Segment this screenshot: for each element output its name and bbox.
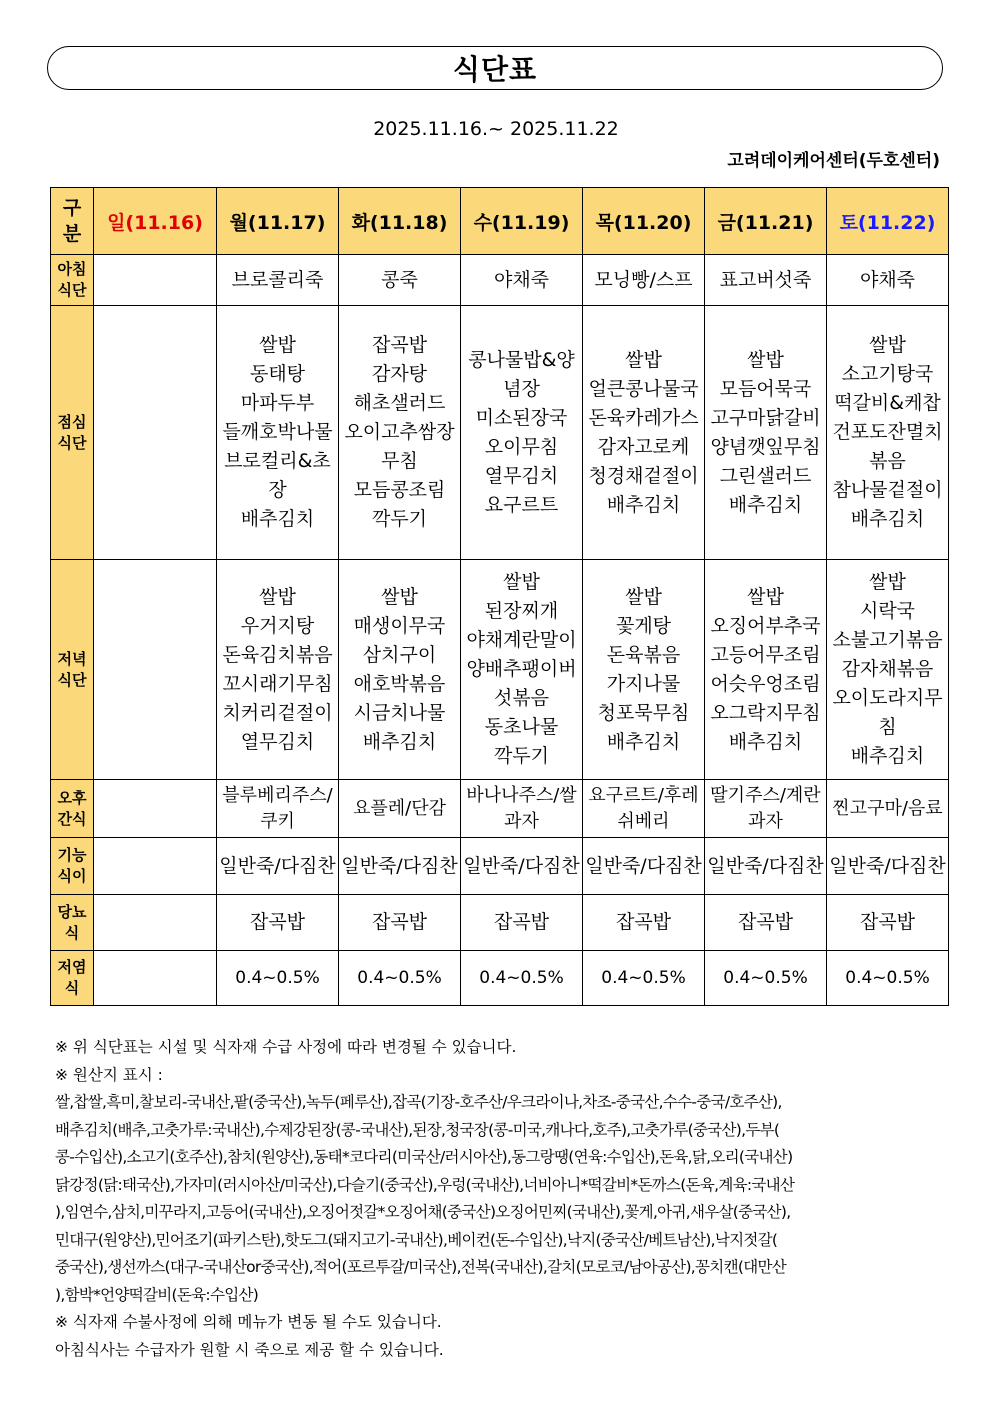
snack-cell	[705, 780, 827, 838]
menu-item: 건포도잔멸치	[832, 421, 943, 443]
menu-item: 오이도라지무	[832, 687, 943, 709]
menu-item: 돈육볶음	[606, 643, 681, 666]
snack-category-label	[51, 780, 94, 838]
menu-item: 과자	[748, 810, 783, 832]
menu-item: 시락국	[859, 600, 916, 622]
date-range: 2025.11.16.~ 2025.11.22	[373, 118, 619, 140]
note-line: 배추김치(배추,고춧가루:국내산),수제강된장(콩-국내산),된장,청국장(콩-미국,캐나다,호주),고춧가루(중국산),두부(	[55, 1120, 780, 1139]
menu-item: 애호박볶음	[353, 672, 446, 695]
menu-item: 념장	[503, 377, 540, 400]
menu-item: 요구르트	[484, 493, 559, 516]
menu-item: 쌀밥	[381, 585, 418, 608]
menu-item: 동태탕	[249, 363, 306, 385]
menu-item: 섯볶음	[493, 687, 550, 709]
breakfast-cell: 브로콜리죽	[217, 255, 339, 306]
dinner-category-label	[51, 560, 94, 780]
category-label-line: 식단	[57, 433, 87, 452]
category-header	[51, 188, 94, 255]
day-header-tue: 화(11.18)	[339, 188, 461, 255]
functional-cell: 일반죽/다짐찬	[705, 838, 827, 895]
menu-item: 그린샐러드	[719, 464, 812, 487]
category-header-line: 구	[62, 197, 82, 219]
menu-item: 쌀밥	[869, 334, 906, 356]
menu-item: 볶음	[869, 450, 906, 472]
menu-item: 야채계란말이	[466, 629, 577, 651]
menu-item: 모듬어묵국	[719, 377, 812, 400]
menu-item: 된장찌개	[484, 600, 559, 622]
diabetic-cell: 잡곡밥	[461, 895, 583, 951]
menu-item: 삼치구이	[362, 643, 437, 666]
menu-item: 참나물겉절이	[832, 479, 943, 501]
menu-item: 소고기탕국	[841, 363, 934, 385]
menu-item: 얼큰콩나물국	[588, 377, 699, 400]
menu-item: 감자탕	[371, 363, 428, 385]
snack-cell	[217, 780, 339, 838]
center-name: 고려데이케어센터(두호센터)	[727, 151, 940, 171]
menu-item: 미소된장국	[475, 406, 568, 429]
menu-item: 매생이무국	[353, 614, 446, 637]
menu-item: 배추김치	[606, 493, 681, 516]
lowsalt-row	[51, 951, 949, 1006]
menu-item: 요구르트/후레	[588, 784, 699, 806]
breakfast-cell: 콩죽	[339, 255, 461, 306]
category-label-line: 식단	[57, 670, 87, 689]
category-label-line: 식단	[57, 281, 87, 299]
functional-row	[51, 838, 949, 895]
snack-cell	[339, 780, 461, 838]
category-label-line: 식	[64, 979, 80, 997]
category-label-line: 아침	[57, 260, 87, 278]
menu-item: 돈육카레가스	[588, 406, 699, 429]
menu-item: 동초나물	[484, 716, 559, 738]
menu-item: 감자고로케	[597, 435, 690, 458]
menu-item: 찐고구마/음료	[832, 797, 943, 819]
menu-item: 배추김치	[240, 508, 315, 530]
diabetic-cell: 잡곡밥	[583, 895, 705, 951]
day-header-sat: 토(11.22)	[827, 188, 949, 255]
lunch-cell	[461, 306, 583, 560]
menu-item: 쌀밥	[503, 571, 540, 593]
menu-item: 배추김치	[850, 508, 925, 530]
menu-item: 브로컬리&초	[224, 450, 331, 472]
title-box	[47, 46, 943, 90]
category-label-line: 간식	[57, 809, 87, 828]
menu-item: 해초샐러드	[353, 392, 446, 414]
functional-cell	[94, 838, 217, 895]
breakfast-category-label	[51, 255, 94, 306]
menu-item: 꽃게탕	[615, 614, 672, 637]
dinner-cell	[217, 560, 339, 780]
lunch-cell	[705, 306, 827, 560]
menu-item: 떡갈비&케찹	[834, 392, 941, 414]
breakfast-cell: 모닝빵/스프	[583, 255, 705, 306]
menu-item: 고구마닭갈비	[710, 406, 821, 429]
menu-item: 열무김치	[240, 730, 315, 753]
snack-row	[51, 780, 949, 838]
day-header-thu: 목(11.20)	[583, 188, 705, 255]
menu-item: 깍두기	[493, 745, 550, 767]
header-row	[51, 188, 949, 255]
note-line: 닭강정(닭:태국산),가자미(러시아산/미국산),다슬기(중국산),우렁(국내산),너비아니*떡갈비*돈까스(돈육,계육:국내산	[55, 1175, 795, 1194]
category-label-line: 오후	[57, 788, 87, 807]
lunch-cell	[583, 306, 705, 560]
menu-item: 배추김치	[728, 730, 803, 753]
dinner-cell	[827, 560, 949, 780]
note-line: 콩-수입산),소고기(호주산),참치(원양산),동태*코다리(미국산/러시아산),동그랑땡(연육:수입산),돈육,닭,오리(국내산)	[55, 1148, 793, 1166]
page-title: 식단표	[452, 53, 538, 86]
menu-item: 깍두기	[371, 508, 428, 530]
category-label-line: 당뇨	[57, 902, 87, 921]
category-label-line: 저염	[57, 958, 87, 976]
lowsalt-cell: 0.4~0.5%	[461, 951, 583, 1006]
lowsalt-cell: 0.4~0.5%	[583, 951, 705, 1006]
dinner-cell	[94, 560, 217, 780]
note-line: ※ 식자재 수불사정에 의해 메뉴가 변동 될 수도 있습니다.	[55, 1313, 442, 1331]
day-header-mon: 월(11.17)	[217, 188, 339, 255]
functional-cell: 일반죽/다짐찬	[339, 838, 461, 895]
day-header-fri: 금(11.21)	[705, 188, 827, 255]
menu-item: 침	[878, 716, 897, 738]
lowsalt-cell: 0.4~0.5%	[217, 951, 339, 1006]
menu-item: 배추김치	[728, 493, 803, 516]
menu-item: 시금치나물	[353, 701, 446, 724]
menu-item: 모듬콩조림	[353, 479, 446, 501]
menu-item: 양배추팽이버	[466, 658, 577, 680]
diabetic-cell: 잡곡밥	[705, 895, 827, 951]
notes	[55, 1034, 945, 1364]
menu-item: 소불고기볶음	[832, 629, 943, 651]
diabetic-row	[51, 895, 949, 951]
breakfast-row	[51, 255, 949, 306]
category-header-line: 분	[62, 223, 82, 245]
menu-item: 청포묵무침	[597, 701, 690, 724]
category-label-line: 식	[64, 923, 80, 942]
menu-item: 무침	[381, 450, 418, 472]
diabetic-category-label	[51, 895, 94, 951]
menu-item: 돈육김치볶음	[222, 643, 333, 666]
dinner-cell	[339, 560, 461, 780]
category-label-line: 점심	[57, 412, 87, 431]
menu-item: 과자	[504, 810, 539, 832]
menu-item: 오이고추쌈장	[344, 421, 455, 443]
breakfast-cell: 야채죽	[461, 255, 583, 306]
diabetic-cell: 잡곡밥	[339, 895, 461, 951]
lunch-cell	[94, 306, 217, 560]
lowsalt-cell: 0.4~0.5%	[339, 951, 461, 1006]
menu-item: 오징어부추국	[710, 614, 821, 637]
menu-item: 잡곡밥	[371, 334, 428, 356]
menu-table	[50, 187, 949, 1006]
menu-item: 오이무침	[484, 435, 559, 458]
menu-item: 배추김치	[606, 730, 681, 753]
lowsalt-cell: 0.4~0.5%	[705, 951, 827, 1006]
menu-item: 쌀밥	[869, 571, 906, 593]
breakfast-cell: 표고버섯죽	[705, 255, 827, 306]
menu-item: 마파두부	[240, 392, 315, 414]
menu-item: 열무김치	[484, 464, 559, 487]
menu-item: 콩나물밥&양	[468, 348, 575, 371]
functional-cell: 일반죽/다짐찬	[217, 838, 339, 895]
menu-item: 블루베리주스/	[222, 784, 333, 806]
menu-item: 고등어무조림	[710, 643, 821, 666]
menu-item: 쌀밥	[625, 585, 662, 608]
dinner-cell	[583, 560, 705, 780]
lowsalt-cell: 0.4~0.5%	[827, 951, 949, 1006]
dinner-row	[51, 560, 949, 780]
menu-item: 치커리겉절이	[222, 701, 333, 724]
menu-item: 쉬베리	[617, 810, 670, 832]
snack-cell	[461, 780, 583, 838]
menu-item: 양념깻잎무침	[710, 435, 821, 458]
menu-item: 우거지탕	[240, 614, 315, 637]
day-header-sun: 일(11.16)	[94, 188, 217, 255]
breakfast-cell	[94, 255, 217, 306]
category-label-line: 식이	[57, 867, 87, 885]
note-line: 민대구(원양산),민어조기(파키스탄),핫도그(돼지고기-국내산),베이컨(돈-수입산),낙지(중국산/베트남산),낙지젓갈(	[55, 1230, 778, 1249]
lunch-row	[51, 306, 949, 560]
note-line: 중국산),생선까스(대구-국내산or중국산),적어(포르투갈/미국산),전복(국내산),갈치(모로코/남아공산),꽁치캔(대만산	[55, 1258, 787, 1276]
menu-item: 들깨호박나물	[222, 421, 333, 443]
note-line: 아침식사는 수급자가 원할 시 죽으로 제공 할 수 있습니다.	[55, 1340, 444, 1359]
lowsalt-cell	[94, 951, 217, 1006]
menu-item: 쿠키	[260, 810, 295, 832]
menu-item: 청경채겉절이	[588, 464, 699, 487]
menu-item: 배추김치	[362, 730, 437, 753]
lunch-category-label	[51, 306, 94, 560]
snack-cell	[827, 780, 949, 838]
menu-item: 오그락지무침	[710, 701, 821, 724]
functional-cell: 일반죽/다짐찬	[461, 838, 583, 895]
category-label-line: 저녁	[57, 649, 87, 668]
day-header-wed: 수(11.19)	[461, 188, 583, 255]
menu-item: 쌀밥	[625, 348, 662, 371]
lunch-cell	[339, 306, 461, 560]
functional-cell: 일반죽/다짐찬	[583, 838, 705, 895]
diabetic-cell	[94, 895, 217, 951]
menu-item: 요플레/단감	[352, 797, 446, 819]
note-line: ),함박*언양떡갈비(돈육:수입산)	[55, 1285, 259, 1304]
breakfast-cell: 야채죽	[827, 255, 949, 306]
note-line: ※ 위 식단표는 시설 및 식자재 수급 사정에 따라 변경될 수 있습니다.	[55, 1038, 517, 1056]
menu-item: 감자채볶음	[841, 658, 934, 680]
menu-item: 쌀밥	[259, 334, 296, 356]
menu-item: 쌀밥	[747, 585, 784, 608]
menu-item: 딸기주스/계란	[710, 784, 821, 806]
menu-item: 쌀밥	[259, 585, 296, 608]
lunch-cell	[217, 306, 339, 560]
functional-cell: 일반죽/다짐찬	[827, 838, 949, 895]
menu-item: 배추김치	[850, 745, 925, 767]
diabetic-cell: 잡곡밥	[827, 895, 949, 951]
menu-item: 쌀밥	[747, 348, 784, 371]
dinner-cell	[705, 560, 827, 780]
menu-item: 장	[268, 479, 287, 501]
menu-item: 바나나주스/쌀	[466, 784, 577, 806]
menu-item: 꼬시래기무침	[222, 672, 333, 695]
note-line: ),임연수,삼치,미꾸라지,고등어(국내산),오징어젓갈*오징어채(중국산)오징어민찌(국내산),꽃게,아귀,새우살(중국산),	[55, 1203, 791, 1221]
category-label-line: 기능	[57, 846, 87, 864]
lunch-cell	[827, 306, 949, 560]
diabetic-cell: 잡곡밥	[217, 895, 339, 951]
note-line: 쌀,찹쌀,흑미,찰보리-국내산,팥(중국산),녹두(페루산),잡곡(기장-호주산/우크라이나,차조-중국산,수수-중국/호주산),	[55, 1093, 782, 1111]
menu-item: 어슷우엉조림	[710, 672, 821, 695]
dinner-cell	[461, 560, 583, 780]
note-line: ※ 원산지 표시 :	[55, 1065, 163, 1084]
snack-cell	[583, 780, 705, 838]
menu-item: 가지나물	[606, 672, 681, 695]
snack-cell	[94, 780, 217, 838]
lowsalt-category-label	[51, 951, 94, 1006]
functional-category-label	[51, 838, 94, 895]
